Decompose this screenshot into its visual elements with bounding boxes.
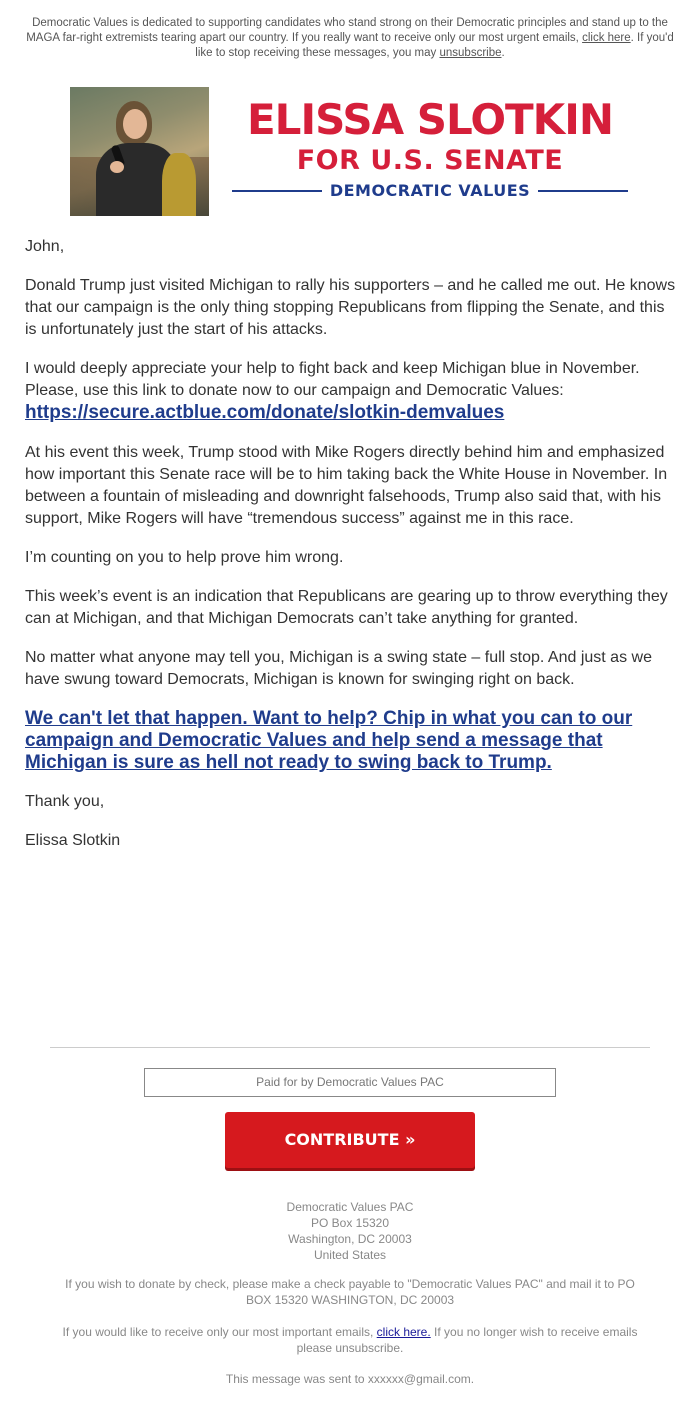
paragraph: No matter what anyone may tell you, Michigan is a swing state – full stop. And just as we have swung toward Democrats, Michigan is known for swinging right on back.: [25, 649, 652, 688]
logo-tag-text: DEMOCRATIC VALUES: [329, 181, 531, 200]
email-body: [25, 236, 680, 869]
header-banner: [70, 87, 630, 216]
signature: Elissa Slotkin: [25, 832, 121, 849]
address-line: Democratic Values PAC: [286, 1200, 414, 1214]
paid-for-disclaimer: Paid for by Democratic Values PAC: [144, 1068, 556, 1097]
donate-link[interactable]: https://secure.actblue.com/donate/slotkin-demvalues: [25, 402, 505, 423]
address-line: Washington, DC 20003: [288, 1232, 412, 1246]
logo-rule-right: [538, 190, 628, 192]
paragraph-text: I would deeply appreciate your help to fight back and keep Michigan blue in November. Please, use this link to donate now to our campaign and Democratic Values:: [25, 360, 640, 399]
preheader-text-middle: . If you'd like to stop receiving these messages, you may: [195, 32, 674, 59]
logo-tagline: [230, 179, 630, 203]
paragraph-with-link: [25, 358, 680, 425]
logo-candidate-name: ELISSA SLOTKIN: [246, 95, 613, 144]
logo-subtitle: FOR U.S. SENATE: [296, 145, 564, 176]
footer-divider: [50, 1047, 650, 1048]
logo-rule-left: [232, 190, 322, 192]
paragraph: At his event this week, Trump stood with Mike Rogers directly behind him and emphasized how important this Senate race will be to him taking back the White House in November. In between a fountain of misleading and downright falsehoods, Trump also said that, with his support, Mike Rogers will have “tremendous success” against me in this race.: [25, 444, 668, 527]
greeting: John,: [25, 238, 65, 255]
candidate-photo: [70, 87, 209, 216]
footer-address: [150, 1199, 550, 1263]
preheader-text-end: .: [501, 47, 505, 59]
preferences-text-end: If you no longer wish to receive emails please unsubscribe.: [296, 1325, 638, 1355]
preheader-click-here-link[interactable]: click here: [582, 32, 631, 44]
paragraph: This week’s event is an indication that Republicans are gearing up to throw everything they can at Michigan, and that Michigan Democrats can’t take anything for granted.: [25, 588, 668, 627]
preheader: [24, 16, 676, 61]
paragraph: I’m counting on you to help prove him wrong.: [25, 549, 344, 566]
signoff: Thank you,: [25, 793, 105, 810]
preferences-text: If you would like to receive only our most important emails,: [62, 1325, 377, 1339]
email-preferences-note: [60, 1324, 640, 1356]
address-line: United States: [313, 1248, 387, 1262]
important-emails-link[interactable]: click here.: [376, 1325, 431, 1339]
contribute-button[interactable]: CONTRIBUTE »: [225, 1112, 475, 1168]
sent-to-note: This message was sent to xxxxxx@gmail.com.: [225, 1372, 475, 1386]
paragraph: Donald Trump just visited Michigan to rally his supporters – and he called me out. He knows that our campaign is the only thing stopping Republicans from flipping the Senate, and this is unfortunately just the start of his attacks.: [25, 277, 676, 338]
donate-cta-link[interactable]: We can't let that happen. Want to help? Chip in what you can to our campaign and Democratic Values and help send a message that Michigan is sure as hell not ready to swing back to Trump.: [25, 708, 633, 773]
address-line: PO Box 15320: [310, 1216, 390, 1230]
campaign-logo: [230, 97, 630, 203]
check-donation-note: If you wish to donate by check, please make a check payable to "Democratic Values PAC" and mail it to PO BOX 15320 WASHINGTON, DC 20003: [65, 1277, 635, 1307]
preheader-text: Democratic Values is dedicated to supporting candidates who stand strong on their Democratic principles and stand up to the MAGA far-right extremists tearing apart our country. If you really want to receive only our most urgent emails,: [26, 17, 668, 44]
preheader-unsubscribe-link[interactable]: unsubscribe: [439, 47, 502, 59]
